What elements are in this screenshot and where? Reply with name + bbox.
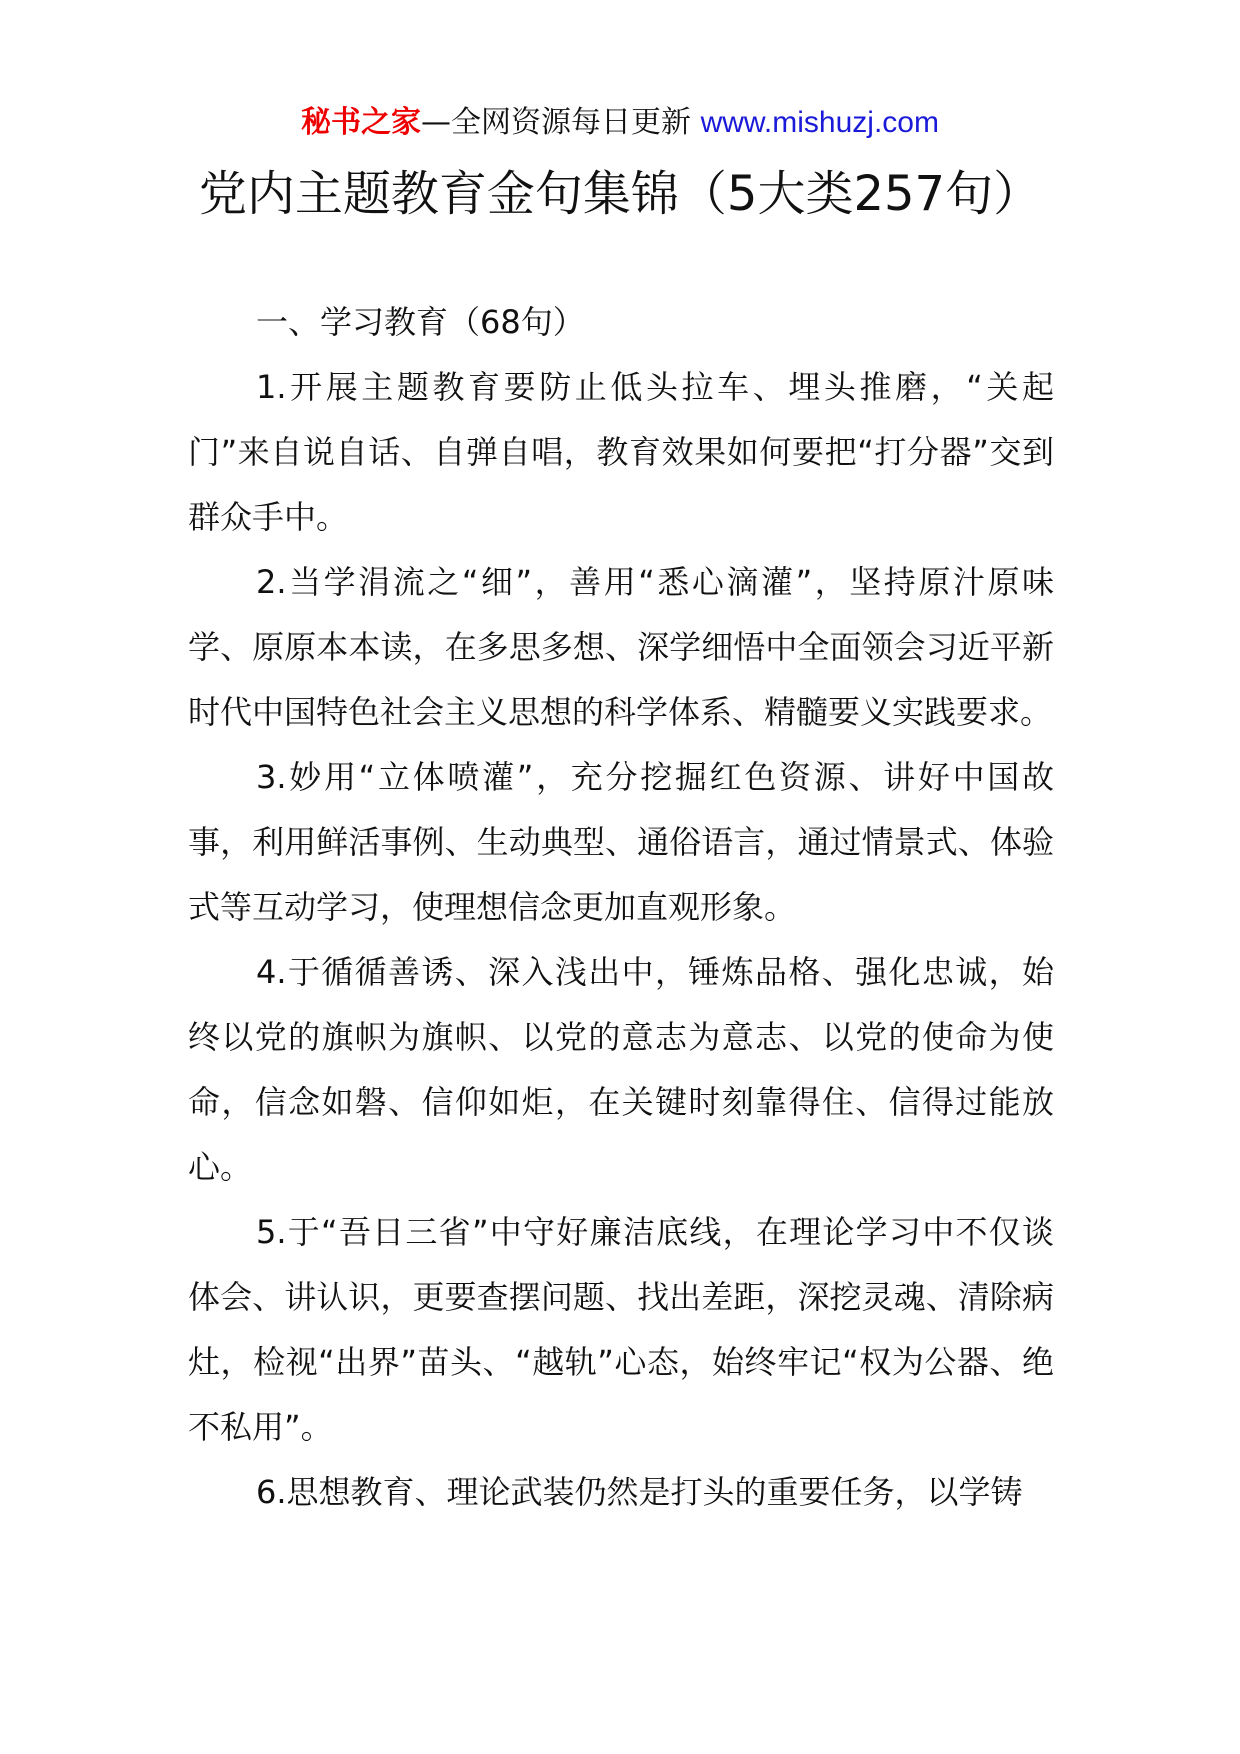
paragraph-3: 3.妙用“立体喷灌”，充分挖掘红色资源、讲好中国故事，利用鲜活事例、生动典型、通俗语言，通过情景式、体验式等互动学习，使理想信念更加直观形象。 [188, 758, 1054, 926]
paragraph-5: 5.于“吾日三省”中守好廉洁底线，在理论学习中不仅谈体会、讲认识，更要查摆问题、找出差距，深挖灵魂、清除病灶，检视“出界”苗头、“越轨”心态，始终牢记“权为公器、绝不私用”。 [188, 1213, 1054, 1446]
site-header [0, 103, 1240, 143]
document-body [188, 290, 1054, 1525]
paragraph-6: 6.思想教育、理论武装仍然是打头的重要任务，以学铸 [256, 1473, 1023, 1511]
site-name: 秘书之家 [301, 105, 422, 140]
document-title: 党内主题教育金句集锦（5大类257句） [198, 166, 1042, 222]
site-tagline: —全网资源每日更新 [421, 105, 692, 140]
section-heading: 一、学习教育（68句） [256, 303, 585, 341]
paragraph-2: 2.当学涓流之“细”，善用“悉心滴灌”，坚持原汁原味学、原原本本读，在多思多想、深学细悟中全面领会习近平新时代中国特色社会主义思想的科学体系、精髓要义实践要求。 [188, 563, 1054, 731]
paragraph-1: 1.开展主题教育要防止低头拉车、埋头推磨，“关起门”来自说自话、自弹自唱，教育效果如何要把“打分器”交到群众手中。 [188, 368, 1054, 536]
paragraph-4: 4.于循循善诱、深入浅出中，锤炼品格、强化忠诚，始终以党的旗帜为旗帜、以党的意志为意志、以党的使命为使命，信念如磐、信仰如炬，在关键时刻靠得住、信得过能放心。 [188, 953, 1054, 1186]
site-url-link[interactable]: www.mishuzj.com [700, 106, 939, 139]
